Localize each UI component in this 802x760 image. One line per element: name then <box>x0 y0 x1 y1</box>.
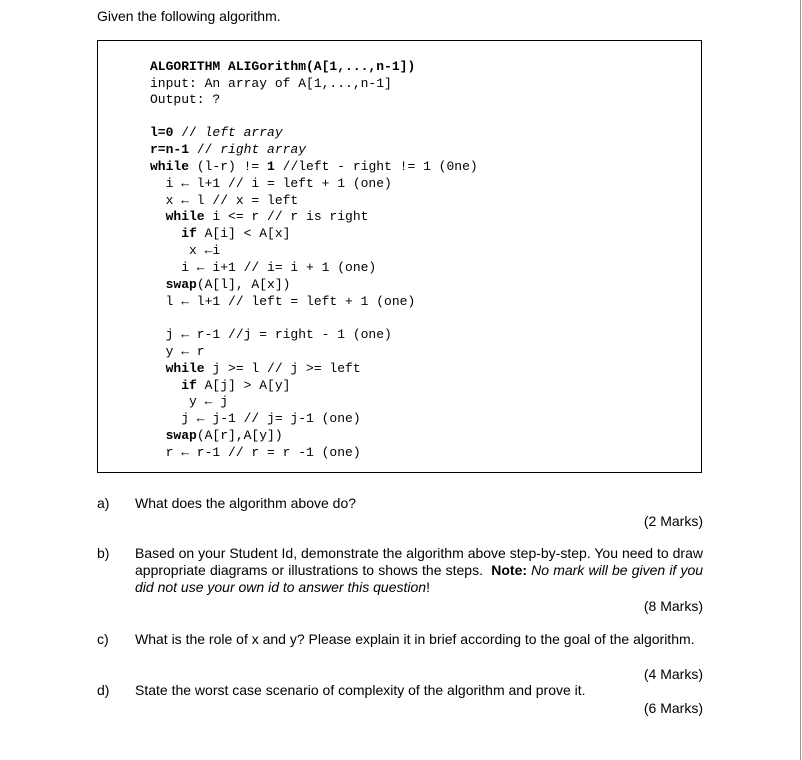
code-line-inner-while-1: while i <= r // r is right <box>150 209 369 224</box>
code-input-line: input: An array of A[1,...,n-1] <box>150 76 392 91</box>
code-line-swap-1: swap(A[l], A[x]) <box>150 277 291 292</box>
code-line-y-init: y ← r <box>150 344 205 359</box>
question-c-text: What is the role of x and y? Please explain it in brief according to the goal of the algorithm. <box>135 631 695 647</box>
algorithm-header: ALGORITHM ALIGorithm(A[1,...,n-1]) <box>150 59 416 74</box>
code-line-y-assign: y ← j <box>150 394 229 409</box>
question-d-marks: (6 Marks) <box>643 700 703 716</box>
code-line-x-init: x ← l // x = left <box>150 193 299 208</box>
page-right-border <box>800 0 801 760</box>
question-b-text: Based on your Student Id, demonstrate the algorithm above step-by-step. You need to draw appropriate diagrams or illustrations to shows the steps. Note: No mark will be given if you did not use your own id to answer this question! <box>135 545 704 595</box>
question-b-marks: (8 Marks) <box>643 598 703 614</box>
code-line-inner-while-2: while j >= l // j >= left <box>150 361 361 376</box>
code-line-j-init: j ← r-1 //j = right - 1 (one) <box>150 327 392 342</box>
code-line-if-2: if A[j] > A[y] <box>150 378 291 393</box>
code-line-r-init: r=n-1 // right array <box>150 142 307 157</box>
code-line-swap-2: swap(A[r],A[y]) <box>150 428 283 443</box>
question-a-label: a) <box>97 495 110 511</box>
code-output-line: Output: ? <box>150 92 221 107</box>
question-d-text: State the worst case scenario of complexity of the algorithm and prove it. <box>135 682 586 698</box>
intro-text: Given the following algorithm. <box>97 8 281 24</box>
code-line-x-assign: x ←i <box>150 243 221 258</box>
code-line-r-decrement: r ← r-1 // r = r -1 (one) <box>150 445 361 460</box>
question-c-label: c) <box>97 631 109 647</box>
code-line-outer-while: while (l-r) != 1 //left - right != 1 (0ne) <box>150 159 478 174</box>
question-b-label: b) <box>97 545 110 561</box>
code-line-l-increment: l ← l+1 // left = left + 1 (one) <box>150 294 416 309</box>
code-line-if-1: if A[i] < A[x] <box>150 226 291 241</box>
question-a-marks: (2 Marks) <box>643 513 703 529</box>
code-line-j-decrement: j ← j-1 // j= j-1 (one) <box>150 411 361 426</box>
question-d-label: d) <box>97 682 110 698</box>
code-line-i-increment: i ← i+1 // i= i + 1 (one) <box>150 260 377 275</box>
question-a-text: What does the algorithm above do? <box>135 495 357 511</box>
algorithm-box <box>97 40 702 473</box>
question-c-marks: (4 Marks) <box>643 666 703 682</box>
code-line-i-init: i ← l+1 // i = left + 1 (one) <box>150 176 392 191</box>
code-line-l-init: l=0 // left array <box>150 125 283 140</box>
